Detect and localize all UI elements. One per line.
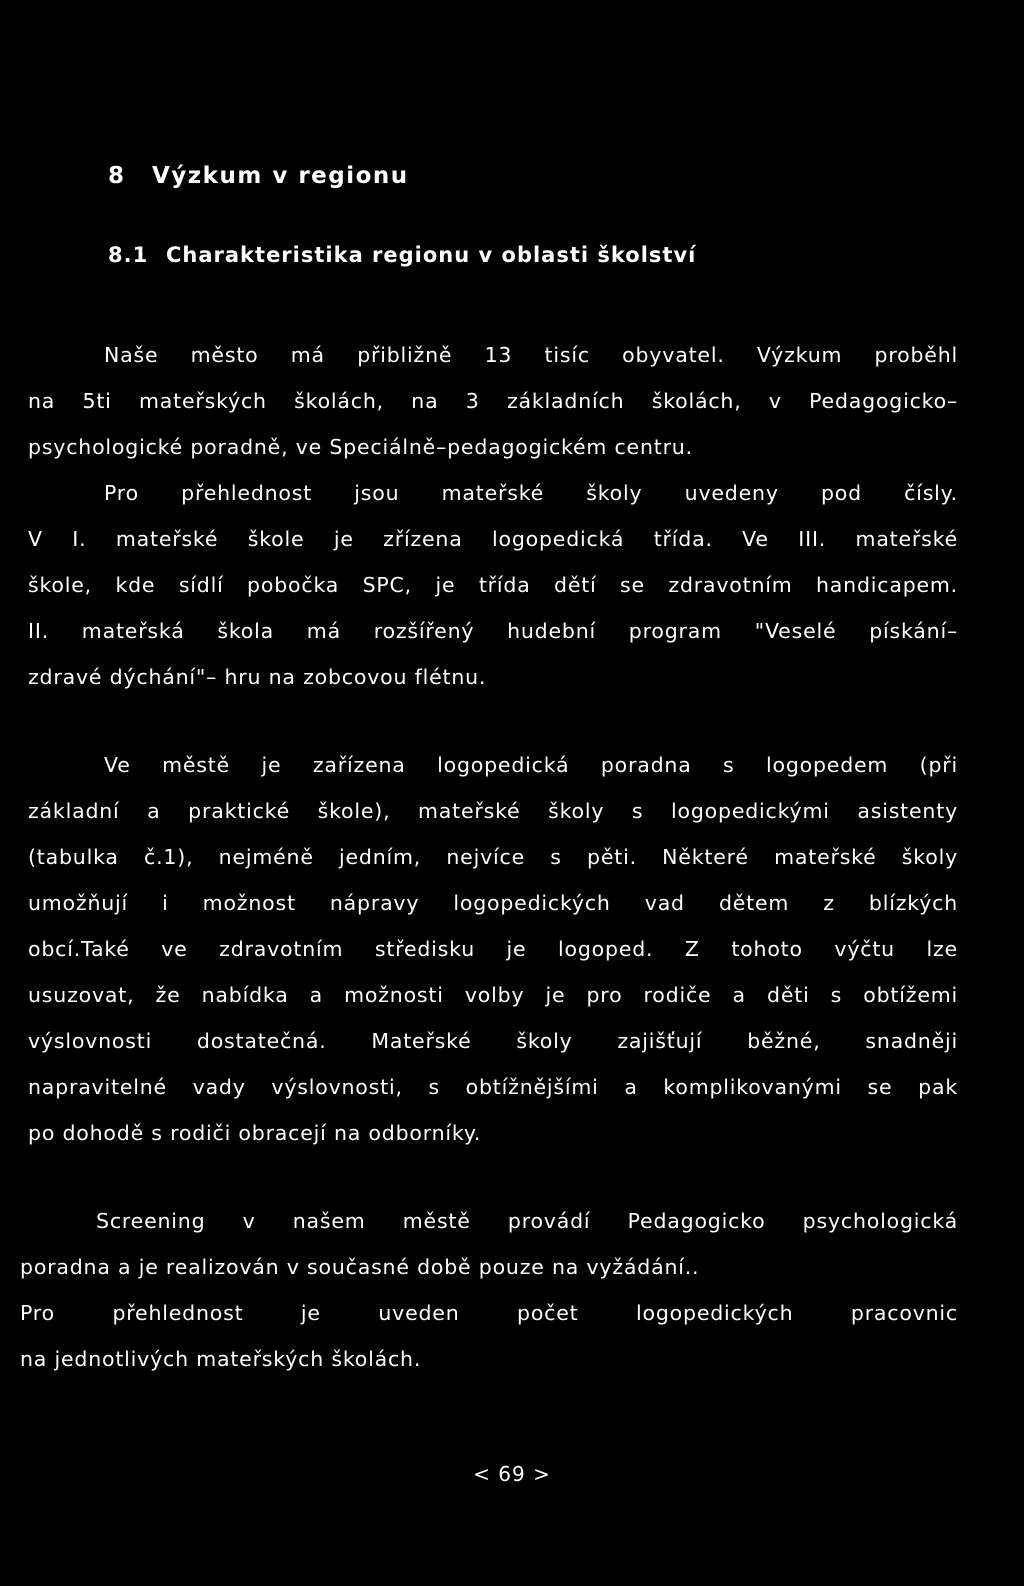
paragraph-line: po dohodě s rodiči obracejí na odborníky. [28,1121,482,1145]
paragraph-speech-therapy [28,742,958,1156]
paragraph-line: Pro přehlednost je uveden počet logopedických pracovnic [20,1301,958,1325]
paragraph-line: psychologické poradně, ve Speciálně–pedagogickém centru. [28,435,693,459]
paragraph-line: základní a praktické škole), mateřské školy s logopedickými asistenty [28,799,958,823]
chapter-number: 8 [108,163,126,189]
section-title: Charakteristika regionu v oblasti školství [166,243,697,267]
paragraph-town-overview [28,332,958,700]
paragraph-line: Naše město má přibližně 13 tisíc obyvatel. Výzkum proběhl [104,343,958,367]
section-number: 8.1 [108,243,149,267]
paragraph-line: napravitelné vady výslovnosti, s obtížnějšími a komplikovanými se pak [28,1075,958,1099]
paragraph-line: (tabulka č.1), nejméně jedním, nejvíce s pěti. Některé mateřské školy [28,845,958,869]
chapter-title: Výzkum v regionu [152,163,409,189]
paragraph-line: umožňují i možnost nápravy logopedických vad dětem z blízkých [28,891,958,915]
paragraph-line: Pro přehlednost jsou mateřské školy uvedeny pod čísly. [104,481,958,505]
paragraph-line: na 5ti mateřských školách, na 3 základních školách, v Pedagogicko– [28,389,958,413]
paragraph-line: usuzovat, že nabídka a možnosti volby je pro rodiče a děti s obtížemi [28,983,958,1007]
paragraph-line: Screening v našem městě provádí Pedagogicko psychologická [96,1209,958,1233]
paragraph-line: na jednotlivých mateřských školách. [20,1347,422,1371]
paragraph-line: V I. mateřské škole je zřízena logopedická třída. Ve III. mateřské [28,527,958,551]
chapter-heading [108,163,409,189]
page-number: < 69 > [473,1462,551,1486]
paragraph-line: zdravé dýchání"– hru na zobcovou flétnu. [28,665,487,689]
paragraph-line: Ve městě je zařízena logopedická poradna s logopedem (při [104,753,958,777]
paragraph-line: výslovnosti dostatečná. Mateřské školy zajišťují běžné, snadněji [28,1029,958,1053]
paragraph-line: II. mateřská škola má rozšířený hudební program "Veselé pískání– [28,619,958,643]
paragraph-line: poradna a je realizován v současné době pouze na vyžádání.. [20,1255,700,1279]
paragraph-line: obcí.Také ve zdravotním středisku je logoped. Z tohoto výčtu lze [28,937,958,961]
section-heading [108,243,696,267]
paragraph-screening [20,1198,958,1382]
paragraph-line: škole, kde sídlí pobočka SPC, je třída dětí se zdravotním handicapem. [28,573,958,597]
